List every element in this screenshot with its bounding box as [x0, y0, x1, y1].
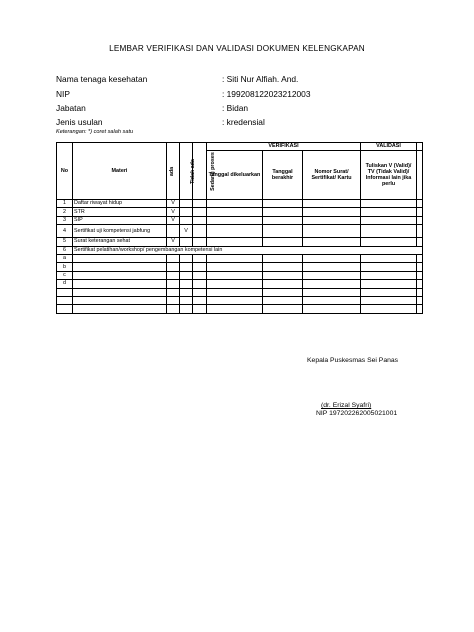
row-no: 4 [57, 225, 73, 238]
table-row [57, 263, 423, 271]
row-tidak-ada [180, 200, 193, 208]
row-no: 2 [57, 208, 73, 216]
table-row [57, 216, 423, 224]
table-row [57, 288, 423, 296]
field-value-nama: : Siti Nur Alfiah. And. [222, 74, 299, 84]
document-title: LEMBAR VERIFIKASI DAN VALIDASI DOKUMEN KELENGKAPAN [109, 44, 365, 53]
row-materi: Surat keterangan sehat [73, 238, 167, 246]
table-row [57, 238, 423, 246]
row-letter: b [57, 263, 73, 271]
row-no: 3 [57, 216, 73, 224]
row-materi: SIP [73, 216, 167, 224]
header-spacer [417, 151, 423, 200]
table-row [57, 200, 423, 208]
row-tidak-ada [180, 208, 193, 216]
field-label-nama: Nama tenaga kesehatan [56, 74, 148, 84]
row-materi: Daftar riwayat hidup [73, 200, 167, 208]
row-tidak-ada [180, 216, 193, 224]
header-tanggal-dikeluarkan: Tanggal dikeluarkan [207, 151, 263, 200]
signature-nip: NIP 197202262005021001 [316, 410, 398, 417]
row-ada: V [167, 238, 180, 246]
row-letter: a [57, 254, 73, 262]
header-tidak-ada: Tidak ada [189, 158, 196, 184]
table-row [57, 296, 423, 304]
signature-position: Kepala Puskesmas Sei Panas [307, 357, 399, 364]
table-row [57, 208, 423, 216]
table-row [57, 305, 423, 313]
header-tuliskan: Tuliskan V (Valid)/ TV (Tidak Valid)/ Informasi lain jika perlu [361, 151, 417, 200]
field-value-jabatan: : Bidan [222, 103, 249, 113]
field-label-nip: NIP [56, 89, 70, 99]
header-spacer [417, 143, 423, 151]
row-letter [57, 296, 73, 304]
field-value-nip: : 199208122023212003 [222, 89, 311, 99]
field-label-jenis-usulan: Jenis usulan [56, 117, 103, 127]
row-no: 6 [57, 246, 73, 254]
row-no: 5 [57, 238, 73, 246]
row-letter [57, 305, 73, 313]
row-letter: c [57, 271, 73, 279]
table-row [57, 271, 423, 279]
row-materi: Sertifikat pelatihan/workshop/ pengembangan kompetensi lain [73, 246, 423, 254]
header-ada: ada [169, 166, 176, 176]
field-value-jenis-usulan: : kredensial [222, 117, 265, 127]
header-materi: Materi [73, 143, 167, 200]
row-ada: V [167, 216, 180, 224]
header-validasi: VALIDASI [361, 143, 417, 151]
row-ada: V [167, 200, 180, 208]
row-tidak-ada: V [180, 225, 193, 238]
header-sedang-proses: Sedang proses [209, 151, 216, 191]
row-materi: STR [73, 208, 167, 216]
row-ada: V [167, 208, 180, 216]
note-text: Keterangan: *) coret salah satu [56, 129, 134, 135]
row-tidak-ada [180, 238, 193, 246]
table-row [57, 225, 423, 238]
header-verifikasi: VERIFIKASI [207, 143, 361, 151]
header-nomor-surat: Nomor Surat/ Sertifikat/ Kartu [303, 151, 361, 200]
verification-table [56, 142, 423, 314]
header-tanggal-berakhir: Tanggal berakhir [263, 151, 303, 200]
table-row [57, 246, 423, 254]
header-tidak-ada-cell [180, 143, 196, 200]
row-ada [167, 225, 180, 238]
row-letter: d [57, 280, 73, 288]
row-letter [57, 288, 73, 296]
header-no: No [57, 143, 73, 200]
field-label-jabatan: Jabatan [56, 103, 86, 113]
table-row [57, 280, 423, 288]
header-ada-cell [167, 143, 180, 200]
row-no: 1 [57, 200, 73, 208]
row-materi: Sertifikat uji kompetensi jabfung [73, 225, 167, 238]
table-row [57, 254, 423, 262]
signature-name: (dr. Erizal Syafri) [321, 402, 372, 409]
